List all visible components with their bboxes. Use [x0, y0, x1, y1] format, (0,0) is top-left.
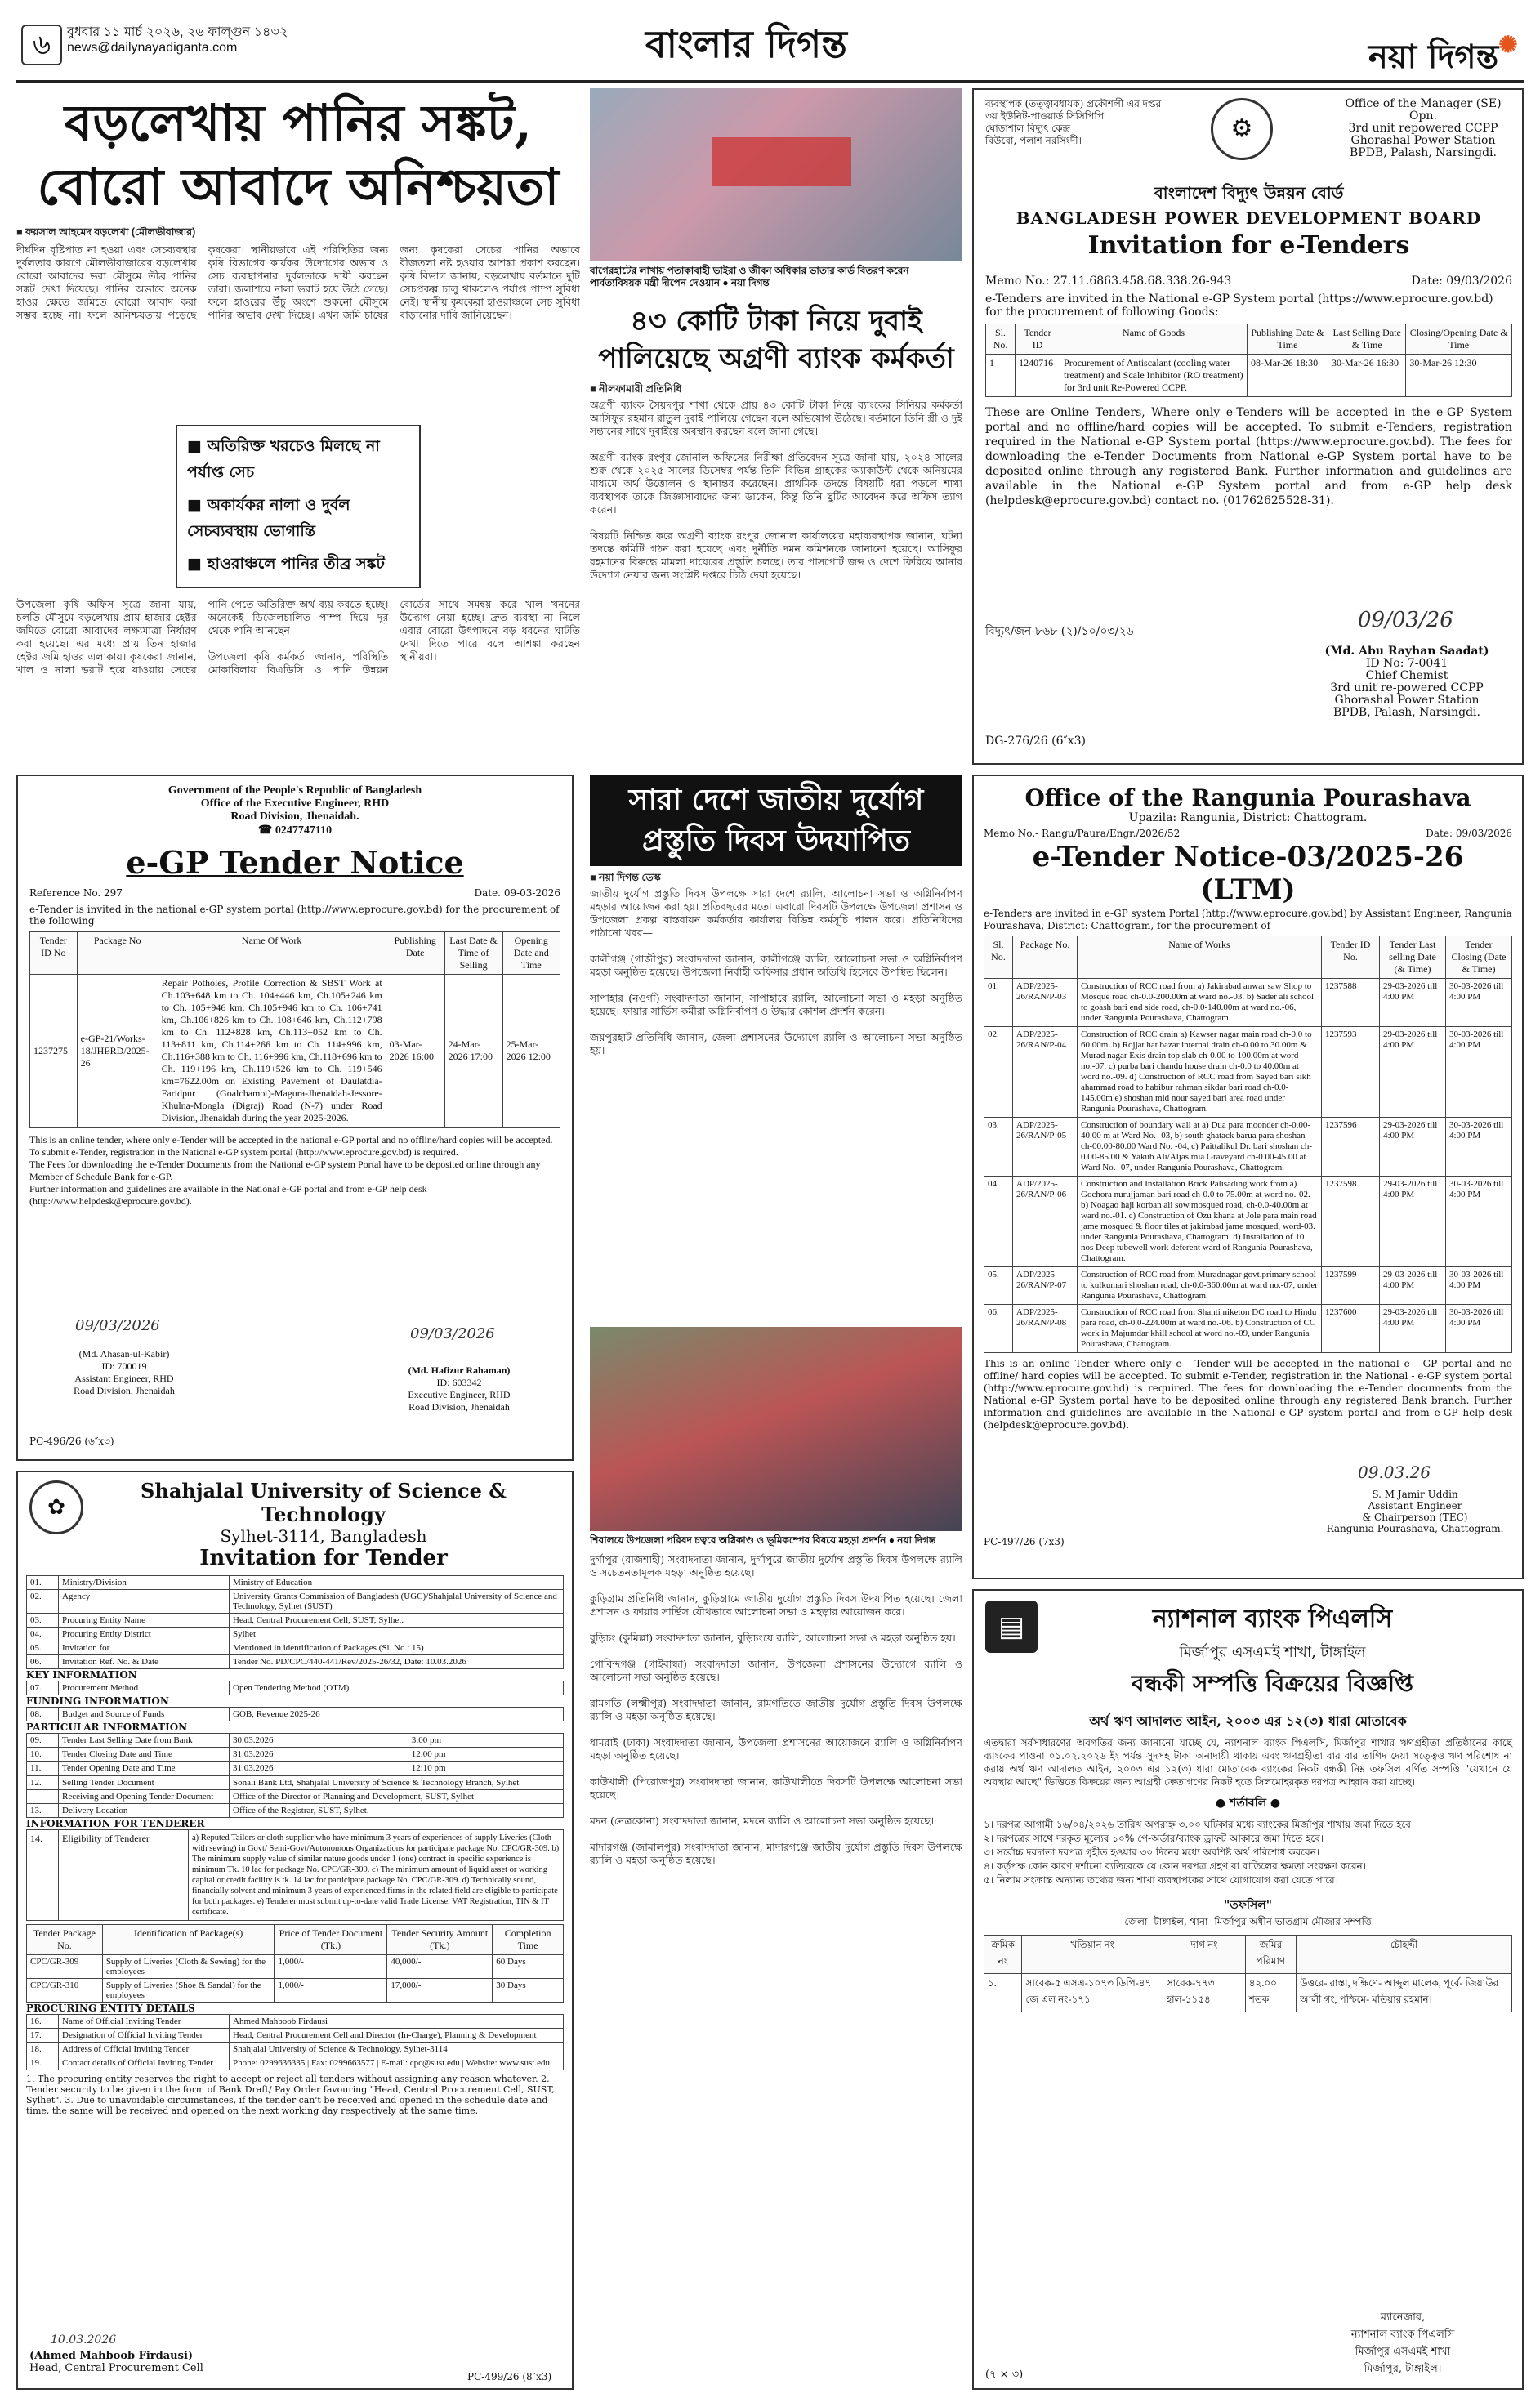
rhd-heading: e-GP Tender Notice [126, 844, 464, 881]
sust-addr: Sylhet-3114, Bangladesh [220, 1526, 427, 1546]
table-cell: 29-03-2026 till 4:00 PM [1380, 1118, 1446, 1177]
column-header: Last Selling Date & Time [1328, 324, 1405, 355]
table-cell: Tender Opening Date and Time [59, 1762, 230, 1775]
lead-story [16, 92, 580, 761]
rangunia-sub: Upazila: Rangunia, District: Chattogram. [1128, 811, 1368, 824]
table-cell: 03-Mar-2026 16:00 [386, 975, 444, 1128]
nbl-branch: মির্জাপুর এসএমই শাখা, টাঙ্গাইল [1179, 1644, 1366, 1661]
column-header: Tender ID No. [1322, 936, 1380, 979]
column-header: খতিয়ান নং [1022, 1936, 1163, 1974]
table-row [27, 1708, 564, 1721]
table-cell: Construction of RCC road from Muradnagar govt.primary school to kulkumari shoshan road, ch-0.0-360.00m at ward no.-07, under Rangunia Pourashava, Chattogram. [1078, 1267, 1322, 1305]
sust-heading: Invitation for Tender [199, 1546, 448, 1570]
table-cell: Tender Last Selling Date from Bank [59, 1734, 230, 1748]
sust-code: PC-499/26 (8″x3) [467, 2371, 552, 2382]
table-row [27, 1628, 564, 1641]
rangunia-memo: Memo No.- Rangu/Paura/Engr./2026/52 [984, 828, 1181, 839]
rangunia-intro: e-Tenders are invited in e-GP system Portal (http://www.eprocure.gov.bd) by Assistant Engineer, Rangunia Pourashava, District: Chattogram, for the procurement of [984, 908, 1512, 931]
rangunia-heading: Office of the Rangunia Pourashava [1024, 784, 1471, 811]
bpdb-ref: বিদ্যুৎ/জন-৮৬৮ (২)/১০/০৩/২৬ [985, 625, 1134, 638]
table-cell: 13. [27, 1804, 59, 1818]
table-cell: 18. [27, 2043, 59, 2056]
table-cell: Supply of Liveries (Cloth & Sewing) for the employees [102, 1955, 275, 1979]
bpdb-left-header: ব্যবস্থাপক (তত্ত্বাবধায়ক) প্রকৌশলী এর দপ্তর ৩য় ইউনিট-পাওয়ার্ড সিসিপিপি ঘোড়াশাল বিদ্যুৎ কেন্দ্র বিউবো, পলাশ নরসিংদী। [985, 98, 1162, 146]
column-header: Name of Works [1078, 936, 1322, 979]
bpdb-heading: Invitation for e-Tenders [1087, 231, 1410, 260]
table-cell: Tender No. PD/CPC/440-441/Rev/2025-26/32, Date: 10.03.2026 [230, 1655, 564, 1669]
table-cell [27, 1790, 59, 1804]
bpdb-code: DG-276/26 (6″x3) [985, 735, 1086, 748]
table-cell: 12:00 pm [408, 1748, 563, 1762]
column-header: Package No. [1013, 936, 1078, 979]
table-cell: 30-Mar-26 12:30 [1406, 355, 1512, 397]
table-cell: Office of the Director of Planning and Development, SUST, Sylhet [230, 1790, 564, 1804]
table-cell: 3:00 pm [408, 1734, 563, 1748]
table-cell: 30-Mar-26 16:30 [1328, 355, 1405, 397]
nbl-title: বন্ধকী সম্পত্তি বিক্রয়ের বিজ্ঞপ্তি [1131, 1670, 1414, 1697]
column-header: চৌহদ্দী [1297, 1936, 1512, 1974]
story3-byline: ■ নয়া দিগন্ত ডেস্ক [590, 872, 661, 883]
sust-key-info: KEY INFORMATION [26, 1669, 137, 1681]
page-number: ৬ [21, 25, 62, 65]
table-cell: 29-03-2026 till 4:00 PM [1380, 1267, 1446, 1305]
table-cell: 29-03-2026 till 4:00 PM [1380, 1177, 1446, 1267]
table-cell: Selling Tender Document [59, 1776, 230, 1790]
table-row [27, 1790, 564, 1804]
list-item: ১। দরপত্র আগামী ১৬/০৪/২০২৬ তারিখ অপরাহ্ন ৩.০০ ঘটিকার মধ্যে ব্যাংকের মির্জাপুর শাখায় জমা দিতে হবে। [984, 1819, 1415, 1830]
table-cell: Head, Central Procurement Cell and Director (In-Charge), Planning & Development [230, 2029, 564, 2043]
table-row [986, 355, 1512, 397]
table-cell: 30-03-2026 till 4:00 PM [1446, 1267, 1512, 1305]
bank-logo-icon: ▤ [985, 1601, 1038, 1653]
table-cell: 1,000/- [275, 1955, 387, 1979]
bpdb-logo-icon: ⚙ [1211, 98, 1273, 160]
table-cell: সাবেক-৭৭৩ হাল-১১৫৪ [1163, 1974, 1245, 2012]
sust-table-6 [26, 2014, 564, 2070]
nbl-auction-ad [972, 1589, 1524, 2390]
date-line: বুধবার ১১ মার্চ ২০২৬, ২৬ ফাল্গুন ১৪৩২ [67, 25, 288, 39]
table-cell: 02. [27, 1590, 59, 1614]
column-header: Tender Security Amount (Tk.) [387, 1925, 493, 1955]
table-row [27, 1762, 564, 1775]
sust-table-4 [26, 1733, 564, 1775]
table-row [27, 1776, 564, 1790]
bpdb-title-en: BANGLADESH POWER DEVELOPMENT BOARD [1016, 208, 1482, 228]
column-header: Tender ID [1016, 324, 1060, 355]
nbl-table [984, 1935, 1512, 2012]
masthead [16, 8, 1524, 80]
table-cell: Contact details of Official Inviting Tender [59, 2056, 230, 2070]
lead-headline[interactable]: বড়লেখায় পানির সঙ্কট, বোরো আবাদে অনিশ্চয়তা [37, 93, 560, 217]
table-cell: 30 Days [493, 1979, 564, 2003]
list-item: ৫। নিলাম সংক্রান্ত অন্যান্য তথ্যের জন্য শাখা ব্যবস্থাপকের সাথে যোগাযোগ করা যেতে পারে। [984, 1874, 1338, 1886]
list-item: ৩। সর্বোচ্চ দরদাতা দরপত্র গৃহীত হওয়ার ৩০ দিনের মধ্যে অবশিষ্ট অর্থ পরিশোধ করবেন। [984, 1847, 1320, 1858]
column-header: Completion Time [493, 1925, 564, 1955]
table-cell: 30-03-2026 till 4:00 PM [1446, 1305, 1512, 1353]
table-cell: Construction and Installation Brick Palisading work from a) Gochora nurujjaman bari road ch-0.0 to 75.00m at word no.-02. b) Noagao haji korban ali sow.mosqued road, ch-0.0-40.00m at ward no.-01. c) Construction of Ozu khana at Jole para main road jame mosqued & floor tiles at jakirabad jame mosqued, word-03. under Rangunia Pourashava, Chattogram. d) Installation of 10 nos Deep tubewell work deferent ward of Rangunia Pourashava, Chattogram. [1078, 1177, 1322, 1267]
pull-item: ■ অতিরিক্ত খরচেও মিলছে না পর্যাপ্ত সেচ [187, 437, 380, 481]
bpdb-note: These are Online Tenders, Where only e-Tenders will be accepted in the e-GP System portal and no offline/hard copies will be accepted. To submit e-Tenders, registration required in the National e-GP System portal (https://www.eprocure.gov.bd). The fees for downloading the e-Tender Documents from National e-GP System portal have to be deposited online through any registered Bank. Further information and guidelines are available in the National e-GP System portal and from e-GP help desk (helpdesk@eprocure.gov.bd) contact no. (01762625528-31). [985, 406, 1512, 507]
rhd-intro: e-Tender is invited in the national e-GP system portal (http://www.eprocure.gov.bd) for the procurement of the following [29, 904, 560, 927]
table-row [984, 1027, 1512, 1118]
bpdb-right-header: Office of the Manager (SE) Opn. 3rd unit repowered CCPP Ghorashal Power Station BPDB, Palash, Narsingdi. [1345, 97, 1502, 159]
table-cell: 29-03-2026 till 4:00 PM [1380, 1027, 1446, 1118]
nbl-law: অর্থ ঋণ আদালত আইন, ২০০৩ এর ১২(৩) ধারা মোতাবেক [1089, 1713, 1407, 1729]
table-row [27, 1955, 564, 1979]
rhd-signature-1: 09/03/2026 [75, 1317, 160, 1334]
rhd-date: Date. 09-03-2026 [474, 887, 560, 899]
sust-particular: PARTICULAR INFORMATION [26, 1721, 188, 1733]
table-row [984, 1267, 1512, 1305]
table-cell: Construction of RCC drain a) Kawser nagar main road ch-0.0 to 60.00m. b) Rojjat hat bazar internal drain ch-0.00 to 30.00m & Murad nagar Exis drain top slab ch-0.00 to 100.00m at word no.-07. c) purba bari chandu house drain ch-0.0 to 40.00m at word no.-09. d) Construction of RCC road from Sayed bari sikh ahammad road to habibur rahman sikdar bari road ch-0.0-145.00m e) shoshan mid nour sayed bari area road under Rangunia Pourashava, Chattogram. [1078, 1027, 1322, 1118]
rangunia-date: Date: 09/03/2026 [1426, 828, 1512, 839]
table-cell: 1237593 [1322, 1027, 1380, 1118]
table-cell: 31.03.2026 [230, 1762, 408, 1775]
table-cell: 07. [27, 1681, 59, 1695]
rangunia-signatory: S. M Jamir Uddin Assistant Engineer & Chairperson (TEC) Rangunia Pourashava, Chattogram. [1326, 1489, 1504, 1534]
table-cell: 1237598 [1322, 1177, 1380, 1267]
story2-byline: ■ নীলফামারী প্রতিনিধি [590, 383, 682, 395]
table-cell: Procuring Entity District [59, 1628, 230, 1641]
nbl-schedule-sub: জেলা- টাঙ্গাইল, থানা- মির্জাপুর অধীন ভাতগ্রাম মৌজার সম্পত্তি [1124, 1916, 1372, 1927]
photo-caption: বাগেরহাটের লাখায় পতাকাবাহী ভাইরা ও জীবন অধিকার ভাতার কার্ড বিতরণ করেন পার্বত্যবিষয়ক মন্ত্রী দীপেন দেওয়ান ● নয়া দিগন্ত [590, 265, 909, 288]
column-header: ক্রমিক নং [984, 1936, 1022, 1974]
table-row [27, 1979, 564, 2003]
bpdb-intro: e-Tenders are invited in the National e-GP System portal (https://www.eprocure.gov.bd) for the procurement of following Goods: [985, 292, 1493, 319]
sust-info-tenderer: INFORMATION FOR TENDERER [26, 1818, 205, 1829]
table-row [27, 2015, 564, 2029]
column-header: Publishing Date & Time [1248, 324, 1328, 355]
rangunia-note: This is an online Tender where only e - Tender will be accepted in the national e - GP portal and no offline/ hard copies will be accepted. To submit e-Tender, registration in the National - e-GP system portal (http://www.eprocure.gov.bd) is required. The fees for downloading the e-Tender documents from the National e-GP System portal have to be deposited online through any registered Bank branch. Further information and guidelines are available in the National e-GP system portal and from e-GP help desk (helpdesk@eprocure.gov.bd). [984, 1358, 1512, 1431]
column-header: Last Date & Time of Selling [444, 932, 502, 975]
table-cell: 19. [27, 2056, 59, 2070]
column-header: Publishing Date [386, 932, 444, 975]
column-header: Price of Tender Document (Tk.) [275, 1925, 387, 1955]
table-cell: Ahmed Mahboob Firdausi [230, 2015, 564, 2029]
table-cell: 30-03-2026 till 4:00 PM [1446, 979, 1512, 1027]
table-row [27, 1614, 564, 1628]
bpdb-signature: 09/03/26 [1358, 608, 1453, 632]
nbl-signoff: ম্যানেজার, ন্যাশনাল ব্যাংক পিএলসি মির্জাপুর এসএমই শাখা মির্জাপুর, টাঙ্গাইল। [1350, 2311, 1455, 2375]
story3-body-2: দুর্গাপুর (রাজশাহী) সংবাদদাতা জানান, দুর্গাপুরে জাতীয় দুর্যোগ প্রস্তুতি দিবস উপলক্ষে র‍্যালি ও সচেতনতামূলক মহড়া অনুষ্ঠিত হয়েছে। কুড়িগ্রাম প্রতিনিধি জানান, কুড়িগ্রামে জাতীয় দুর্যোগ প্রস্তুতি দিবস উদযাপিত হয়েছে। জেলা প্রশাসন ও ফায়ার সার্ভিস যৌথভাবে আলোচনা সভা ও মহড়ার আয়োজন করে। বুড়িচং (কুমিল্লা) সংবাদদাতা জানান, বুড়িচংয়ে র‍্যালি, আলোচনা সভা ও মহড়া অনুষ্ঠিত হয়। গোবিন্দগঞ্জ (গাইবান্ধা) সংবাদদাতা জানান, উপজেলা প্রশাসনের উদ্যোগে র‍্যালি ও আলোচনা সভা অনুষ্ঠিত হয়েছে। রামগতি (লক্ষ্মীপুর) সংবাদদাতা জানান, রামগতিতে জাতীয় দুর্যোগ প্রস্তুতি দিবস উপলক্ষে র‍্যালি ও মহড়া অনুষ্ঠিত হয়েছে। ধামরাই (ঢাকা) সংবাদদাতা জানান, উপজেলা প্রশাসনের আয়োজনে র‍্যালি ও অগ্নিনির্বাপণ মহড়া অনুষ্ঠিত হয়েছে। কাউখালী (পিরোজপুর) সংবাদদাতা জানান, কাউখালীতে দিবসটি উপলক্ষে আলোচনা সভা হয়েছে। মদন (নেত্রকোনা) সংবাদদাতা জানান, মদনে র‍্যালি ও আলোচনা সভা অনুষ্ঠিত হয়েছে। মাদারগঞ্জ (জামালপুর) সংবাদদাতা জানান, মাদারগঞ্জে জাতীয় দুর্যোগ প্রস্তুতি দিবস উপলক্ষে র‍্যালি ও মহড়া অনুষ্ঠিত হয়েছে। [590, 1553, 962, 1866]
table-cell: Designation of Official Inviting Tender [59, 2029, 230, 2043]
nbl-terms-title: ● শর্তাবলি ● [1215, 1797, 1281, 1810]
masthead-rule [16, 80, 1524, 83]
table-cell: Office of the Registrar, SUST, Sylhet. [230, 1804, 564, 1818]
table-cell: 30-03-2026 till 4:00 PM [1446, 1027, 1512, 1118]
table-cell: Construction of RCC road from a) Jakirabad anwar saw Shop to Mosque road ch-0.0-200.00m at ward no.-03. b) Sader ali school to goash bari end side road, ch-0.0-140.00m at ward no.-06, under Rangunia Pourashava, Chattogram. [1078, 979, 1322, 1027]
table-cell: Ministry/Division [59, 1576, 230, 1590]
sust-packages [26, 1924, 564, 2003]
table-cell: 1237588 [1322, 979, 1380, 1027]
rhd-notes: This is an online tender, where only e-Tender will be accepted in the national e-GP portal and no offline/hard copies will be accepted. To submit e-Tender, registration in the National e-GP system portal (http://www.eprocure.gov.bd) is required. The Fees for downloading the e-Tender Documents from the National e-GP system Portal have to be deposited online through any Member of Schedule Bank for e-GP. Further information and guidelines are available in the National e-GP portal and from e-GP help desk (http://www.helpdesk@eprocure.gov.bd). [29, 1134, 553, 1207]
table-cell: 02. [984, 1027, 1013, 1118]
table-cell: Receiving and Opening Tender Document [59, 1790, 230, 1804]
sun-icon: ✺ [1498, 31, 1518, 58]
sust-logo-icon: ✿ [29, 1480, 83, 1534]
table-cell: 60 Days [493, 1955, 564, 1979]
table-cell: Head, Central Procurement Cell, SUST, Sylhet. [230, 1614, 564, 1628]
bpdb-memo: Memo No.: 27.11.6863.458.68.338.26-943 [985, 275, 1232, 288]
table-cell: Budget and Source of Funds [59, 1708, 230, 1721]
table-cell: 17. [27, 2029, 59, 2043]
bpdb-signatory: (Md. Abu Rayhan Saadat) ID No: 7-0041 Chief Chemist 3rd unit re-powered CCPP Ghorashal Power Station BPDB, Palash, Narsingdi. [1324, 645, 1489, 719]
table-cell: সাবেক-৫ এসএ-১০৭৩ ডিপি-৪৭ জে এল নং-১৭১ [1022, 1974, 1163, 2012]
table-row [27, 1655, 564, 1669]
table-row [27, 1681, 564, 1695]
sust-table-3 [26, 1707, 564, 1721]
nbl-bank: ন্যাশনাল ব্যাংক পিএলসি [1152, 1605, 1393, 1633]
table-cell: Mentioned in identification of Packages (Sl. No.: 15) [230, 1641, 564, 1655]
table-cell: ADP/2025-26/RAN/P-07 [1013, 1267, 1078, 1305]
table-cell: 1237599 [1322, 1267, 1380, 1305]
bpdb-tender-ad [972, 88, 1524, 765]
lead-body-bottom: উপজেলা কৃষি অফিস সূত্রে জানা যায়, চলতি মৌসুমে বড়লেখায় প্রায় হাজার হেক্টর জমিতে বোরো আবাদের লক্ষ্যমাত্রা নির্ধারণ করা হয়েছে। এর মধ্যে প্রায় তিন হাজার হেক্টর জমি হাওর এলাকায়। কৃষকেরা জানান, খাল ও নালা ভরাট হয়ে যাওয়ায় সেচের পানি পেতে অতিরিক্ত অর্থ ব্যয় করতে হচ্ছে। অনেকেই ডিজেলচালিত পাম্প দিয়ে দূর থেকে পানি আনছেন। উপজেলা কৃষি কর্মকর্তা জানান, পরিস্থিতি মোকাবিলায় বিএডিসি ও পানি উন্নয়ন বোর্ডের সাথে সমন্বয় করে খাল খননের উদ্যোগ নেয়া হচ্ছে। দ্রুত ব্যবস্থা না নিলে এবার বোরো উৎপাদনে বড় ধরনের ঘাটতি দেখা দিতে পারে বলে আশঙ্কা করছেন স্থানীয়রা। [16, 598, 580, 676]
table-cell: Eligibility of Tenderer [59, 1830, 189, 1921]
nbl-intro: এতদ্বারা সর্বসাধারণের অবগতির জন্য জানানো যাচ্ছে যে, ন্যাশনাল ব্যাংক পিএলসি, মির্জাপুর শাখার ঋণগ্রহীতা প্রতিষ্ঠানের কাছে ব্যাংকের পাওনা ০১.০২.২০২৬ ইং পর্যন্ত সুদসহ টাকা অনাদায়ী থাকায় এবং ঋণগ্রহীতা বার বার তাগিদ দেয়া সত্ত্বেও ঋণ পরিশোধ না করায় অর্থ ঋণ আদালত আইন, ২০০৩ এর ১২(৩) ধারা মোতাবেক ব্যাংকের নিকট বন্ধকী নিম্ন তফসিল বর্ণিত সম্পত্তি "যেখানে যে অবস্থায় আছে" ভিত্তিতে বিক্রয়ের জন্য আগ্রহী ক্রেতাগণের নিকট হতে সিলমোহরকৃত দরপত্র আহ্বান করা যাচ্ছে। [984, 1737, 1512, 1788]
table-cell: 09. [27, 1734, 59, 1748]
table-cell: 1240716 [1016, 355, 1060, 397]
table-row [27, 1734, 564, 1748]
table-cell: ৪২.০০ শতক [1245, 1974, 1296, 2012]
table-cell: 05. [27, 1641, 59, 1655]
brand-logo: নয়া দিগন্ত✺ [1368, 31, 1518, 76]
column-header: দাগ নং [1163, 1936, 1245, 1974]
rhd-signature-2: 09/03/2026 [410, 1325, 495, 1342]
nbl-code: (৭ × ৩) [985, 2369, 1024, 2381]
table-cell: Shahjalal University of Science & Technology, Sylhet-3114 [230, 2043, 564, 2056]
table-row [27, 2029, 564, 2043]
story3-headline[interactable]: সারা দেশে জাতীয় দুর্যোগ প্রস্তুতি দিবস উদযাপিত [590, 775, 962, 866]
rangunia-signature: 09.03.26 [1358, 1462, 1431, 1482]
table-cell: 25-Mar-2026 12:00 [502, 975, 560, 1128]
table-row [27, 1590, 564, 1614]
table-cell: 12. [27, 1776, 59, 1790]
table-cell: CPC/GR-309 [27, 1955, 103, 1979]
sust-table-2 [26, 1681, 564, 1695]
column-header: Tender Last selling Date (& Time) [1380, 936, 1446, 979]
table-cell: Supply of Liveries (Shoe & Sandal) for the employees [102, 1979, 275, 2003]
table-cell: Phone: 0299636335 | Fax: 0299663577 | E-mail: cpc@sust.edu | Website: www.sust.edu [230, 2056, 564, 2070]
table-cell: ADP/2025-26/RAN/P-04 [1013, 1027, 1078, 1118]
table-cell: 08-Mar-26 18:30 [1248, 355, 1328, 397]
table-cell: ADP/2025-26/RAN/P-05 [1013, 1118, 1078, 1177]
bpdb-date: Date: 09/03/2026 [1411, 275, 1512, 288]
sust-signature: 10.03.2026 [51, 2333, 117, 2347]
table-cell: ADP/2025-26/RAN/P-03 [1013, 979, 1078, 1027]
column-header: জমির পরিমাণ [1245, 1936, 1296, 1974]
banner-shape [712, 137, 851, 186]
table-cell: Agency [59, 1590, 230, 1614]
table-cell: ADP/2025-26/RAN/P-08 [1013, 1305, 1078, 1353]
table-cell: 01. [27, 1576, 59, 1590]
sust-table-5 [26, 1775, 564, 1818]
sust-proc-entity: PROCURING ENTITY DETAILS [26, 2003, 195, 2014]
table-cell: 03. [984, 1118, 1013, 1177]
table-row [984, 1305, 1512, 1353]
table-cell: Procuring Entity Name [59, 1614, 230, 1628]
table-row [984, 979, 1512, 1027]
table-cell: 30-03-2026 till 4:00 PM [1446, 1177, 1512, 1267]
table-cell: 40,000/- [387, 1955, 493, 1979]
table-cell: University Grants Commission of Bangladesh (UGC)/Shahjalal University of Science and Technology, Sylhet (SUST) [230, 1590, 564, 1614]
column-header: Opening Date and Time [502, 932, 560, 975]
table-cell: Procurement Method [59, 1681, 230, 1695]
column-header: Tender Closing (Date & Time) [1446, 936, 1512, 979]
table-cell: 10. [27, 1748, 59, 1762]
table-cell: 08. [27, 1708, 59, 1721]
column-header: Package No [77, 932, 158, 975]
column-header: Name Of Work [158, 932, 386, 975]
list-item: ২। দরপত্রের সাথে দরকৃত মূল্যের ১০% পে-অর্ডার/ব্যাংক ড্রাফট আকারে জমা দিতে হবে। [984, 1833, 1324, 1844]
sust-funding: FUNDING INFORMATION [26, 1695, 169, 1707]
nbl-terms [984, 1818, 1512, 1887]
rangunia-table [984, 936, 1512, 1353]
rangunia-code: PC-497/26 (7x3) [984, 1536, 1065, 1547]
drill-photo-caption: শিবালয়ে উপজেলা পরিষদ চত্বরে অগ্নিকাণ্ড ও ভূমিকম্পের বিষয়ে মহড়া প্রদর্শন ● নয়া দিগন্ত [590, 1534, 936, 1546]
sust-signatory: (Ahmed Mahboob Firdausi) Head, Central Procurement Cell [29, 2350, 203, 2374]
table-cell: 17,000/- [387, 1979, 493, 2003]
lead-byline: ■ ফয়সাল আহমেদ বড়লেখা (মৌলভীবাজার) [16, 226, 196, 238]
table-cell: 29-03-2026 till 4:00 PM [1380, 1305, 1446, 1353]
table-row [30, 975, 560, 1128]
sust-tender-ad [16, 1471, 574, 2390]
table-cell: 1237275 [30, 975, 78, 1128]
table-cell: Invitation for [59, 1641, 230, 1655]
column-header: Tender Package No. [27, 1925, 103, 1955]
table-row [984, 1974, 1512, 2012]
column-header: Name of Goods [1060, 324, 1248, 355]
rhd-table [29, 931, 560, 1128]
story2-headline[interactable]: ৪৩ কোটি টাকা নিয়ে দুবাই পালিয়েছে অগ্রণী ব্যাংক কর্মকর্তা [598, 305, 954, 375]
table-cell: 05. [984, 1267, 1013, 1305]
pull-item: ■ হাওরাঞ্চলে পানির তীব্র সঙ্কট [187, 555, 385, 573]
rhd-code: PC-496/26 (৬″x৩) [29, 1436, 114, 1447]
sust-eligibility: 14. Eligibility of Tenderer a) Reputed Tailors or cloth supplier who have minimum 3 years of experiences of supply Liveries (Cloth with sewing) in Govt/ Semi-Govt/Autonomous Organizations for participate package No. CPC/GR-309. b) The minimum supply value of similar nature goods under 1 (one) contract in specific experience is minimum Tk. 10 lac for package No. CPC/GR-309. c) The minimum amount of liquid asset or working capital or credit facility is tk. 14 lac for participate package No. CPC/GR-309. d) Technically sound, financially solvent and minimum 3 years of experienced firms in the related field are eligible to participate for both packages. e) Tenderer must submit up-to-date valid Trade License, VAT Registration, TIN & IT certificate. [26, 1829, 564, 1921]
table-cell: 24-Mar-2026 17:00 [444, 975, 502, 1128]
bpdb-table [985, 324, 1512, 397]
table-cell: Sonali Bank Ltd, Shahjalal University of Science & Technology Branch, Sylhet [230, 1776, 564, 1790]
event-photo [590, 88, 962, 261]
table-cell: CPC/GR-310 [27, 1979, 103, 2003]
column-header: Closing/Opening Date & Time [1406, 324, 1512, 355]
rhd-ref: Reference No. 297 [29, 887, 123, 899]
nbl-schedule-title: "তফসিল" [1223, 1899, 1272, 1912]
sust-univ: Shahjalal University of Science & Technology [141, 1479, 507, 1526]
table-cell: 06. [984, 1305, 1013, 1353]
table-cell: 11. [27, 1762, 59, 1775]
lead-body-top: দীর্ঘদিন বৃষ্টিপাত না হওয়া এবং সেচব্যবস্থার দুর্বলতার কারণে মৌলভীবাজারের বড়লেখায় বোরো আবাদের ভরা মৌসুমে তীব্র পানির সঙ্কট দেখা দিয়েছে। পানির অভাবে অনেক হাওর ক্ষেতে জমিতে বোরো আবাদ করা সম্ভব হচ্ছে না। ফলে অনিশ্চয়তায় পড়েছে কৃষকেরা। স্থানীয়ভাবে এই পরিস্থিতির জন্য কৃষি বিভাগের কার্যকর উদ্যোগের অভাব ও সেচ ব্যবস্থাপনার দুর্বলতাকে দায়ী করছেন তারা। জলাশয়ে নালা ভরাট হয়ে উঠে গেছে। ফলে হাওরের উঁচু অংশে শুকনো মৌসুমে পানির অভাব দেখা দিচ্ছে। এখন জমি চাষের জন্য কৃষকেরা সেচের পানির অভাবে বীজতলা নষ্ট হওয়ার আশঙ্কা প্রকাশ করছেন। কৃষি বিভাগ জানায়, বড়লেখায় বর্তমানে দুটি সেচপ্রকল্প চালু থাকলেও পর্যাপ্ত পাম্প সুবিধা নেই। স্থানীয় কৃষকেরা হাওরাঞ্চলে সেচ সুবিধা বাড়ানোর দাবি জানিয়েছেন। [16, 243, 580, 321]
table-cell: Open Tendering Method (OTM) [230, 1681, 564, 1695]
rhd-sig-left: (Md. Ahasan-ul-Kabir) ID: 700019 Assistant Engineer, RHD Road Division, Jhenaidah [74, 1348, 175, 1396]
table-cell: e-GP-21/Works-18/JHERD/2025-26 [77, 975, 158, 1128]
column-header: Sl. No. [984, 936, 1013, 979]
table-cell: 06. [27, 1655, 59, 1669]
rangunia-tender-ad [972, 775, 1524, 1579]
table-row [984, 1118, 1512, 1177]
table-cell: Tender Closing Date and Time [59, 1748, 230, 1762]
sust-table-1 [26, 1575, 564, 1669]
table-cell: 16. [27, 2015, 59, 2029]
pull-quote-box [176, 425, 421, 588]
table-row [27, 2056, 564, 2070]
table-cell: GOB, Revenue 2025-26 [230, 1708, 564, 1721]
story2 [590, 302, 962, 760]
table-cell: Repair Potholes, Profile Correction & SBST Work at Ch.103+648 km to Ch. 104+446 km, Ch.105+246 km to Ch. 105+946 km, Ch.105+946 km to Ch. 106+741 km, Ch.106+826 km to Ch. 108+646 km, Ch.112+798 km to Ch. 112+828 km, Ch.113+052 km to Ch. 113+811 km, Ch.114+266 km to Ch. 114+996 km, Ch.116+388 km to Ch. 116+996 km, Ch.118+696 km to Ch. 119+196 km, Ch.119+526 km to Ch. 119+546 km=7622.00m on Existing Pavement of Daulatdia-Faridpur (Goalchamot)-Magura-Jhenaidah-Jessore-Khulna-Mongla (Digraj) Road (N-7) under Road Division, Jhenaidah during the year 2025-2026. [158, 975, 386, 1128]
rhd-tender-ad [16, 775, 574, 1461]
table-cell: 04. [984, 1177, 1013, 1267]
story3 [590, 775, 962, 2388]
table-row [984, 1177, 1512, 1267]
table-cell: 30-03-2026 till 4:00 PM [1446, 1118, 1512, 1177]
rhd-header: Government of the People's Republic of Bangladesh Office of the Executive Engineer, RHD Road Division, Jhenaidah. ☎ 0247747110 [167, 784, 422, 837]
table-cell: 29-03-2026 till 4:00 PM [1380, 979, 1446, 1027]
table-cell: 1 [986, 355, 1016, 397]
table-cell: 31.03.2026 [230, 1748, 408, 1762]
table-cell: 1237596 [1322, 1118, 1380, 1177]
rhd-sig-right: (Md. Hafizur Rahaman) ID: 603342 Executive Engineer, RHD Road Division, Jhenaidah [408, 1364, 511, 1413]
table-cell: ১. [984, 1974, 1022, 2012]
bpdb-title-bn: বাংলাদেশ বিদ্যুৎ উন্নয়ন বোর্ড [1154, 183, 1344, 203]
section-title: বাংলার দিগন্ত [645, 22, 847, 66]
column-header: Tender ID No [30, 932, 78, 975]
table-row [27, 1641, 564, 1655]
table-row [27, 1576, 564, 1590]
table-row [27, 1748, 564, 1762]
table-cell: 30.03.2026 [230, 1734, 408, 1748]
table-cell: উত্তরে- রাস্তা, দক্ষিণে- আব্দুল মালেক, পূর্বে- জিয়াউর আলী গং, পশ্চিমে- মতিয়ার রহমান। [1297, 1974, 1512, 2012]
rangunia-title: e-Tender Notice-03/2025-26 (LTM) [1032, 841, 1464, 906]
table-cell: Delivery Location [59, 1804, 230, 1818]
sust-conditions: 1. The procuring entity reserves the right to accept or reject all tenders without assigning any reason whatever. 2. Tender security to be given in the form of Bank Draft/ Pay Order favouring "Head, Central Procurement Cell, SUST, Sylhet". 3. Due to unavoidable circumstances, if the tender can't be received and opened in the schedule date and time, the same will be received and opened on the next working day respectively at the same time. [26, 2074, 555, 2116]
drill-photo [590, 1327, 962, 1531]
table-cell: Construction of boundary wall at a) Dua para moonder ch-0.00-40.00 m at Ward No. -03, b) south ghatack barua para shoshan ch-00.00-80.00 Ward No. -04, c) Paittalikul Dr. bari shoshan ch-0.00-85.00 & Yakub Ali/Aljas mia Graveyard ch-0.00-45.00 at Ward No. -07, under Rangunia Pourashava, Chattogram. [1078, 1118, 1322, 1177]
table-cell: 01. [984, 979, 1013, 1027]
table-cell: Address of Official Inviting Tender [59, 2043, 230, 2056]
table-cell: 1237600 [1322, 1305, 1380, 1353]
table-cell: a) Reputed Tailors or cloth supplier who have minimum 3 years of experiences of supply Liveries (Cloth with sewing) in Govt/ Semi-Govt/Autonomous Organizations for participate package No. CPC/GR-309. b) The minimum supply value of similar nature goods under 1 (one) contract in specific experience is minimum Tk. 10 lac for package No. CPC/GR-309. c) The minimum amount of liquid asset or working capital or credit facility is tk. 14 lac for participate package No. CPC/GR-309. d) Technically sound, financially solvent and minimum 3 years of experienced firms in the related field are eligible to participate for both packages. e) Tenderer must submit up-to-date valid Trade License, VAT Registration, TIN & IT certificate. [189, 1830, 564, 1921]
story2-body: অগ্রণী ব্যাংক সৈয়দপুর শাখা থেকে প্রায় ৪৩ কোটি টাকা নিয়ে ব্যাংকের সিনিয়র কর্মকর্তা আসিফুর রহমান রাতুল দুবাই পালিয়ে গেছেন বলে অভিযোগ উঠেছে। বর্তমানে তিনি স্ত্রী ও দুই সন্তানের সাথে দুবাইয়ে অবস্থান করছেন বলে জানা গেছে। অগ্রণী ব্যাংক রংপুর জোনাল অফিসের নিরীক্ষা প্রতিবেদন সূত্রে জানা যায়, ২০২৪ সালের শুরু থেকে ২০২৫ সালের ডিসেম্বর পর্যন্ত তিনি বিভিন্ন গ্রাহকের অ্যাকাউন্ট থেকে অনিয়মের মাধ্যমে অর্থ উত্তোলন ও স্থানান্তর করেছেন। প্রাথমিক তদন্তে বিষয়টি ধরা পড়লে শাখা ব্যবস্থাপক তাকে জিজ্ঞাসাবাদের জন্য ডাকেন, কিন্তু তিনি ছুটির আবেদন করে অফিস ত্যাগ করেন। বিষয়টি নিশ্চিত করে অগ্রণী ব্যাংক রংপুর জোনাল কার্যালয়ের মহাব্যবস্থাপক জানান, ঘটনা তদন্তে কমিটি গঠন করা হয়েছে এবং দুর্নীতি দমন কমিশনকে জানানো হয়েছে। আসিফুর রহমানের বিরুদ্ধে মামলা দায়েরের প্রস্তুতি চলছে। তার পাসপোর্ট জব্দ ও দেশে ফিরিয়ে আনার উদ্যোগ নেয়ার জন্য সংশ্লিষ্ট দপ্তরে চিঠি দেয়া হয়েছে। [590, 399, 962, 581]
table-cell: Sylhet [230, 1628, 564, 1641]
table-cell: Ministry of Education [230, 1576, 564, 1590]
column-header: Identification of Package(s) [102, 1925, 275, 1955]
story3-body: জাতীয় দুর্যোগ প্রস্তুতি দিবস উপলক্ষে সারা দেশে র‍্যালি, আলোচনা সভা ও অগ্নিনির্বাপণ মহড়ার আয়োজন করা হয়। প্রতিবছরের মতো এবারো দিবসটি উপলক্ষে উপজেলা প্রশাসন ও উপজেলা প্রকল্প বাস্তবায়ন কর্মকর্তার কার্যালয় বিভিন্ন কর্মসূচি পালন করে। প্রতিনিধিদের পাঠানো খবর— কালীগঞ্জ (গাজীপুর) সংবাদদাতা জানান, কালীগঞ্জে র‍্যালি, আলোচনা সভা ও অগ্নিনির্বাপণ মহড়া অনুষ্ঠিত হয়েছে। উপজেলা নির্বাহী অফিসার প্রধান অতিথি হিসেবে উপস্থিত ছিলেন। সাপাহার (নওগাঁ) সংবাদদাতা জানান, সাপাহারে র‍্যালি, আলোচনা সভা ও মহড়া অনুষ্ঠিত হয়েছে। ফায়ার সার্ভিস কর্মীরা অগ্নিনির্বাপণ ও উদ্ধার কৌশল প্রদর্শন করেন। জয়পুরহাট প্রতিনিধি জানান, জেলা প্রশাসনের উদ্যোগে র‍্যালি ও আলোচনা সভা অনুষ্ঠিত হয়। [590, 887, 962, 1056]
email-link[interactable]: news@dailynayadiganta.com [67, 41, 238, 55]
pull-item: ■ অকার্যকর নালা ও দুর্বল সেচব্যবস্থায় ভোগান্তি [187, 496, 350, 540]
column-header: Sl. No. [986, 324, 1016, 355]
table-cell: Procurement of Antiscalant (cooling water treatment) and Scale Inhibitor (RO treatment) for 3rd unit Re-Powered CCPP. [1060, 355, 1248, 397]
table-cell: 04. [27, 1628, 59, 1641]
table-cell: ADP/2025-26/RAN/P-06 [1013, 1177, 1078, 1267]
table-cell: 03. [27, 1614, 59, 1628]
table-cell: Name of Official Inviting Tender [59, 2015, 230, 2029]
table-cell: 12:10 pm [408, 1762, 563, 1775]
table-row [27, 1804, 564, 1818]
table-row [27, 2043, 564, 2056]
list-item: ৪। কর্তৃপক্ষ কোন কারণ দর্শানো ব্যতিরেকে যে কোন দরপত্র গ্রহণ বা বাতিলের ক্ষমতা সংরক্ষণ করেন। [984, 1860, 1367, 1872]
table-cell: Construction of RCC road from Shanti niketon DC road to Hindu para road, ch-0.0-224.00m at ward no.-06. b) Construction of CC work in Majumdar khill school at word no.-09, under Rangunia Pourashava, Chattogram. [1078, 1305, 1322, 1353]
table-cell: 1,000/- [275, 1979, 387, 2003]
table-cell: Invitation Ref. No. & Date [59, 1655, 230, 1669]
